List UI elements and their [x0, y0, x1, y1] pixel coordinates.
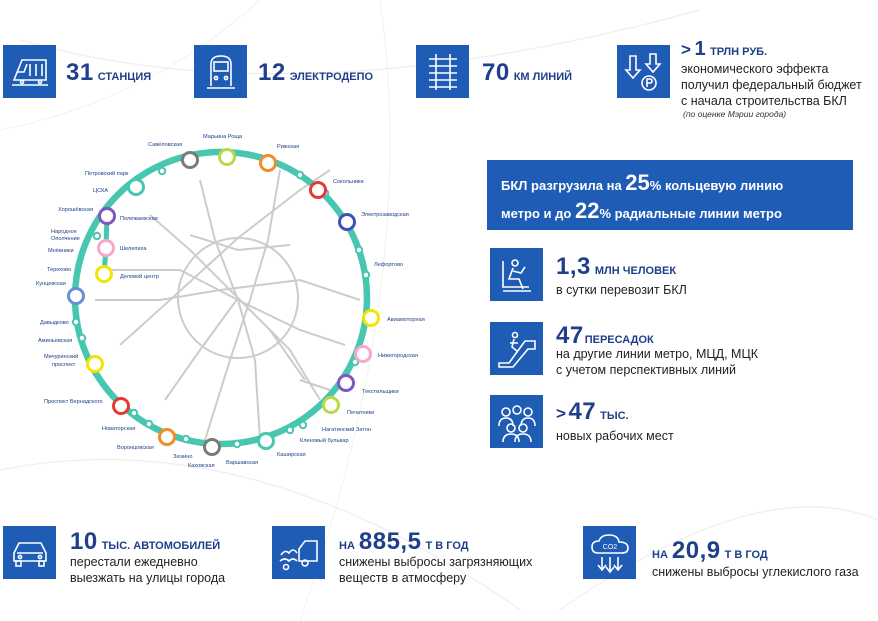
metro-network-background	[95, 170, 360, 440]
co2-icon	[588, 531, 632, 575]
cars-stat-box	[3, 526, 56, 579]
station-kakhovskaya: Каховская	[188, 463, 215, 469]
pollutants-stat-box	[272, 526, 325, 579]
seat-passenger-icon	[495, 253, 539, 297]
depots-unit: ЭЛЕКТРОДЕПО	[289, 71, 374, 83]
cars-unit: ТЫС. АВТОМОБИЛЕЙ	[101, 540, 221, 552]
pollutants-text2: веществ в атмосферу	[339, 571, 467, 585]
station-nizhegorodskaya: Нижегородская	[378, 353, 418, 359]
passengers-stat	[556, 253, 676, 281]
banner-pct-sign-1: %	[649, 178, 662, 193]
depots-value: 12	[258, 59, 286, 86]
jobs-stat-box	[490, 395, 543, 448]
transfers-value: 47	[556, 322, 584, 349]
station-kashirskaya: Каширская	[277, 452, 306, 458]
train-icon	[8, 50, 52, 94]
passengers-value: 1,3	[556, 253, 591, 280]
pollutants-text1: снижены выбросы загрязняющих	[339, 555, 533, 569]
station-aminyevskaya: Аминьевская	[38, 338, 73, 344]
passengers-stat-box	[490, 248, 543, 301]
station-davydkovo: Давыдково	[40, 320, 69, 326]
depots-stat-box	[194, 45, 247, 98]
depots-stat	[258, 59, 373, 87]
stations-stat	[66, 59, 151, 87]
transfers-unit: ПЕРЕСАДОК	[584, 334, 654, 346]
cars-text1: перестали ежедневно	[70, 555, 198, 569]
jobs-text: новых рабочих мест	[556, 429, 674, 443]
station-vorontsovskaya: Воронцовская	[117, 445, 154, 451]
station-nagatinsky-zaton: Нагатинский Затон	[322, 427, 371, 433]
length-unit: КМ ЛИНИЙ	[513, 71, 573, 83]
banner-pct-1: 25	[625, 170, 650, 195]
station-tekstilshchiki: Текстильщики	[362, 389, 399, 395]
station-mnyovniki: Мнёвники	[48, 248, 74, 254]
banner-pct-sign-2: %	[599, 206, 611, 221]
co2-stat	[652, 537, 768, 565]
station-polezhaevskaya: Полежаевская	[120, 216, 158, 222]
station-sokolniki: Сокольники	[333, 179, 364, 185]
economy-unit: ТРЛН РУБ.	[710, 46, 768, 58]
jobs-value: 47	[568, 398, 597, 425]
station-shelepikha: Шелепиха	[120, 246, 147, 252]
escalator-icon	[495, 327, 539, 371]
station-lefortovo: Лефортово	[374, 262, 404, 268]
cars-text2: выезжать на улицы города	[70, 571, 226, 585]
pollutants-unit: Т В ГОД	[425, 540, 469, 552]
metro-map	[20, 125, 460, 470]
economy-line2: получил федеральный бюджет	[681, 78, 862, 92]
station-novatorskaya: Новаторская	[102, 426, 136, 432]
railway-track-icon	[421, 50, 465, 94]
economy-line1: экономического эффекта	[681, 62, 829, 76]
car-icon	[8, 531, 52, 575]
people-group-icon	[495, 400, 539, 444]
economy-stat-box	[617, 45, 670, 98]
station-varshavskaya: Варшавская	[226, 460, 258, 466]
unload-banner	[487, 160, 853, 230]
economy-value: 1	[694, 38, 707, 60]
station-elektrozavodskaya: Электрозаводская	[361, 212, 409, 218]
banner-text-1: БКЛ разгрузила на	[501, 178, 626, 193]
pollutants-stat	[339, 528, 469, 556]
jobs-unit: ТЫС.	[600, 410, 629, 422]
station-petrovsky-park: Петровский парк	[85, 171, 129, 177]
station-tsska: ЦСКА	[93, 188, 109, 194]
station-klenovy-bulvar: Кленовый бульвар	[300, 438, 349, 444]
economy-note: (по оценке Мэрии города)	[683, 109, 787, 119]
economy-line3: с начала строительства БКЛ	[681, 94, 847, 108]
length-value: 70	[482, 59, 510, 86]
station-narodnoe-1: Народное	[51, 229, 77, 235]
station-tereshkovo: Терехово	[47, 267, 72, 273]
co2-stat-box	[583, 526, 636, 579]
cars-value: 10	[70, 528, 98, 555]
economy-prefix: >	[681, 40, 692, 59]
banner-text-3: метро и до	[501, 206, 575, 221]
jobs-prefix: >	[556, 404, 567, 423]
co2-icon-label: CO2	[602, 543, 617, 551]
transfers-text2: с учетом перспективных линий	[556, 363, 736, 377]
exhaust-icon	[277, 531, 321, 575]
station-pechatniki: Печатники	[347, 410, 375, 416]
station-aviamotornaya: Авиамоторная	[387, 317, 425, 323]
metro-car-icon	[199, 50, 243, 94]
station-michurinsky-1: Мичуринский	[44, 354, 79, 360]
transfers-stat-box	[490, 322, 543, 375]
station-savelovskaya: Савёловская	[148, 142, 183, 148]
station-narodnoe-2: Ополчение	[51, 236, 80, 242]
station-prospekt-vernadskogo: Проспект Вернадского	[44, 399, 103, 405]
pollutants-value: 885,5	[358, 528, 422, 555]
station-delovoy-tsentr: Деловой центр	[120, 274, 159, 280]
stations-stat-box	[3, 45, 56, 98]
ruble-arrows-icon	[622, 50, 666, 94]
co2-prefix: НА	[652, 549, 668, 561]
station-michurinsky-2: проспект	[52, 362, 76, 368]
station-khoroshevskaya: Хорошёвская	[58, 207, 94, 213]
length-stat	[482, 59, 572, 87]
banner-pct-2: 22	[574, 198, 600, 223]
passengers-text: в сутки перевозит БКЛ	[556, 283, 687, 297]
length-stat-box	[416, 45, 469, 98]
economy-stat	[681, 38, 767, 61]
cars-stat	[70, 528, 220, 556]
banner-text-4: радиальные линии метро	[611, 206, 782, 221]
co2-text: снижены выбросы углекислого газа	[652, 565, 859, 579]
transfers-text1: на другие линии метро, МЦД, МЦК	[556, 347, 758, 361]
co2-value: 20,9	[671, 537, 721, 564]
station-maryina-roshcha: Марьина Роща	[203, 134, 243, 140]
stations-unit: СТАНЦИЯ	[97, 71, 152, 83]
station-rizhskaya: Рижская	[277, 144, 300, 150]
station-zyuzino: Зюзино	[173, 454, 193, 460]
jobs-stat	[556, 398, 629, 426]
passengers-unit: МЛН ЧЕЛОВЕК	[594, 265, 677, 277]
station-kuntsevskaya: Кунцевская	[36, 281, 66, 287]
stations-value: 31	[66, 59, 94, 86]
pollutants-prefix: НА	[339, 540, 355, 552]
banner-text-2: кольцевую линию	[661, 178, 784, 193]
co2-unit: Т В ГОД	[724, 549, 768, 561]
